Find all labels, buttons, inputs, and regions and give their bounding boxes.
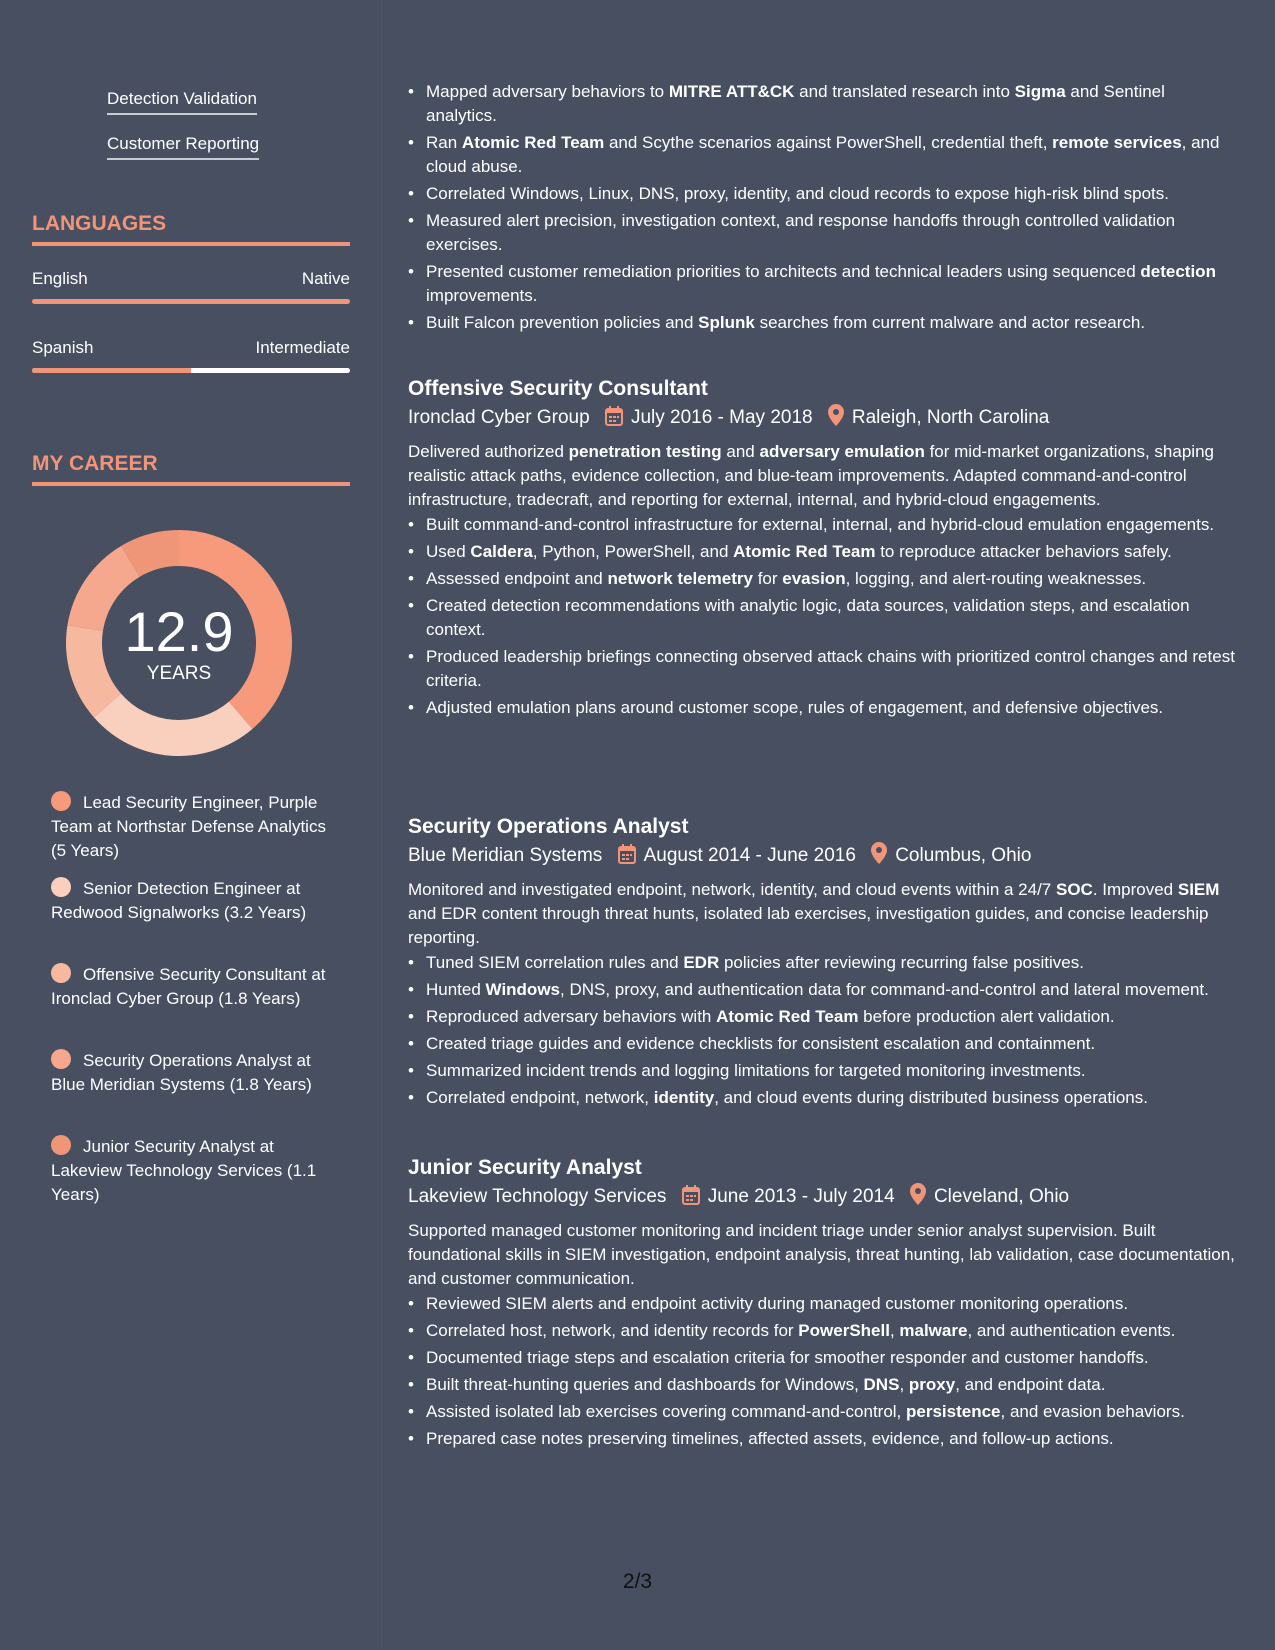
career-item [51,1049,331,1097]
bullet-item: • Hunted Windows, DNS, proxy, and authentication data for command-and-control and lateral movement. [408,978,1238,1002]
job-title: Security Operations Analyst [408,815,689,838]
bullet-item: • Correlated Windows, Linux, DNS, proxy, identity, and cloud records to expose high-risk blind spots. [408,182,1238,206]
job-dates: June 2013 - July 2014 [707,1186,895,1207]
bullet-item: • Assisted isolated lab exercises covering command-and-control, persistence, and evasion behaviors. [408,1400,1238,1424]
career-item [51,791,331,863]
bullet-item: • Reviewed SIEM alerts and endpoint activity during managed customer monitoring operations. [408,1292,1238,1316]
bullet-item: • Prepared case notes preserving timelines, affected assets, evidence, and follow-up actions. [408,1427,1238,1451]
language-level: Intermediate [255,338,350,357]
bullet-item: • Ran Atomic Red Team and Scythe scenarios against PowerShell, credential theft, remote services, and cloud abuse. [408,131,1238,179]
map-pin-icon [871,842,887,874]
language-bar-spanish [32,368,350,373]
career-item [51,1135,331,1207]
map-pin-icon [828,404,844,436]
job-dates: July 2016 - May 2018 [630,407,813,428]
career-years-unit: YEARS [146,663,212,684]
language-bar-fill [32,299,350,304]
calendar-icon [618,844,636,874]
career-item-label: Senior Detection Engineer at Redwood Signalworks (3.2 Years) [51,879,307,922]
bullet-item: • Created triage guides and evidence checklists for consistent escalation and containment. [408,1032,1238,1056]
job-dates: August 2014 - June 2016 [643,845,856,866]
job-description: Monitored and investigated endpoint, network, identity, and cloud events within a 24/7 SOC. Improved SIEM and EDR content through threat hunts, isolated lab exercises, investigation guides, and concise leadership reporting. [408,880,1220,947]
job-location: Columbus, Ohio [895,845,1032,866]
job-entry-security-operations-analyst [408,813,1238,1113]
job-description: Supported managed customer monitoring and incident triage under senior analyst supervision. Built foundational skills in SIEM investigation, endpoint analysis, threat hunting, lab validation, case documentation, and customer communication. [408,1221,1235,1288]
career-heading: MY CAREER [32,452,350,486]
career-dot [51,1049,71,1069]
job-entry-junior-security-analyst [408,1154,1238,1454]
bullet-item: • Built command-and-control infrastructure for external, internal, and hybrid-cloud emulation engagements. [408,513,1238,537]
bullet-list [408,80,1238,335]
job-location: Raleigh, North Carolina [851,407,1050,428]
career-dot [51,963,71,983]
job-location: Cleveland, Ohio [933,1186,1070,1207]
bullet-item: • Reproduced adversary behaviors with Atomic Red Team before production alert validation. [408,1005,1238,1029]
bullet-item: • Tuned SIEM correlation rules and EDR policies after reviewing recurring false positives. [408,951,1238,975]
career-dot [51,791,71,811]
languages-heading: LANGUAGES [32,212,350,246]
bullet-item: • Mapped adversary behaviors to MITRE ATT&CK and translated research into Sigma and Sentinel analytics. [408,80,1238,128]
bullet-item: • Correlated endpoint, network, identity, and cloud events during distributed business operations. [408,1086,1238,1110]
language-name: English [32,269,88,288]
skill-customer-reporting[interactable]: Customer Reporting [107,133,259,160]
job-company: Ironclad Cyber Group [408,407,590,428]
donut-center [66,530,292,756]
job-title: Junior Security Analyst [408,1156,642,1179]
career-total-years: 12.9 [124,600,234,663]
career-item-label: Lead Security Engineer, Purple Team at Northstar Defense Analytics (5 Years) [51,793,326,860]
bullet-list [408,1292,1238,1451]
job-meta [408,1182,1238,1215]
bullet-item: • Measured alert precision, investigation context, and response handoffs through controlled validation exercises. [408,209,1238,257]
previous-job-bullets [408,80,1238,338]
sidebar [0,0,382,1650]
career-item-label: Offensive Security Consultant at Ironclad Cyber Group (1.8 Years) [51,965,326,1008]
career-item-label: Security Operations Analyst at Blue Meridian Systems (1.8 Years) [51,1051,312,1094]
bullet-item: • Created detection recommendations with analytic logic, data sources, validation steps, and escalation context. [408,594,1238,642]
bullet-item: • Documented triage steps and escalation criteria for smoother responder and customer handoffs. [408,1346,1238,1370]
job-title: Offensive Security Consultant [408,377,708,400]
career-item-label: Junior Security Analyst at Lakeview Technology Services (1.1 Years) [51,1137,317,1204]
calendar-icon [682,1185,700,1215]
bullet-item: • Presented customer remediation priorities to architects and technical leaders using sequenced detection improvements. [408,260,1238,308]
bullet-item: • Used Caldera, Python, PowerShell, and Atomic Red Team to reproduce attacker behaviors safely. [408,540,1238,564]
job-company: Blue Meridian Systems [408,845,603,866]
career-donut-chart [66,530,292,756]
bullet-item: • Assessed endpoint and network telemetry for evasion, logging, and alert-routing weaknesses. [408,567,1238,591]
bullet-item: • Built Falcon prevention policies and Splunk searches from current malware and actor research. [408,311,1238,335]
job-meta [408,841,1238,874]
career-item [51,877,331,925]
map-pin-icon [910,1183,926,1215]
calendar-icon [605,406,623,436]
career-dot [51,877,71,897]
language-name: Spanish [32,338,94,357]
page-number: 2/3 [622,1570,653,1593]
job-entry-offensive-security-consultant [408,375,1238,723]
bullet-item: • Summarized incident trends and logging limitations for targeted monitoring investments. [408,1059,1238,1083]
skill-detection-validation[interactable]: Detection Validation [107,88,257,115]
language-bar-english [32,299,350,304]
language-level: Native [301,269,350,288]
language-bar-fill [32,368,191,373]
bullet-list [408,513,1238,720]
job-meta [408,403,1238,436]
career-item [51,963,331,1011]
career-dot [51,1135,71,1155]
bullet-item: • Correlated host, network, and identity records for PowerShell, malware, and authentication events. [408,1319,1238,1343]
bullet-list [408,951,1238,1110]
bullet-item: • Built threat-hunting queries and dashboards for Windows, DNS, proxy, and endpoint data. [408,1373,1238,1397]
job-company: Lakeview Technology Services [408,1186,667,1207]
bullet-item: • Adjusted emulation plans around customer scope, rules of engagement, and defensive objectives. [408,696,1238,720]
job-description: Delivered authorized penetration testing and adversary emulation for mid-market organizations, shaping realistic attack paths, evidence collection, and blue-team improvements. Adapted command-and-control infrastructure, tradecraft, and reporting for external, internal, and hybrid-cloud engagements. [408,442,1214,509]
bullet-item: • Produced leadership briefings connecting observed attack chains with prioritized control changes and retest criteria. [408,645,1238,693]
